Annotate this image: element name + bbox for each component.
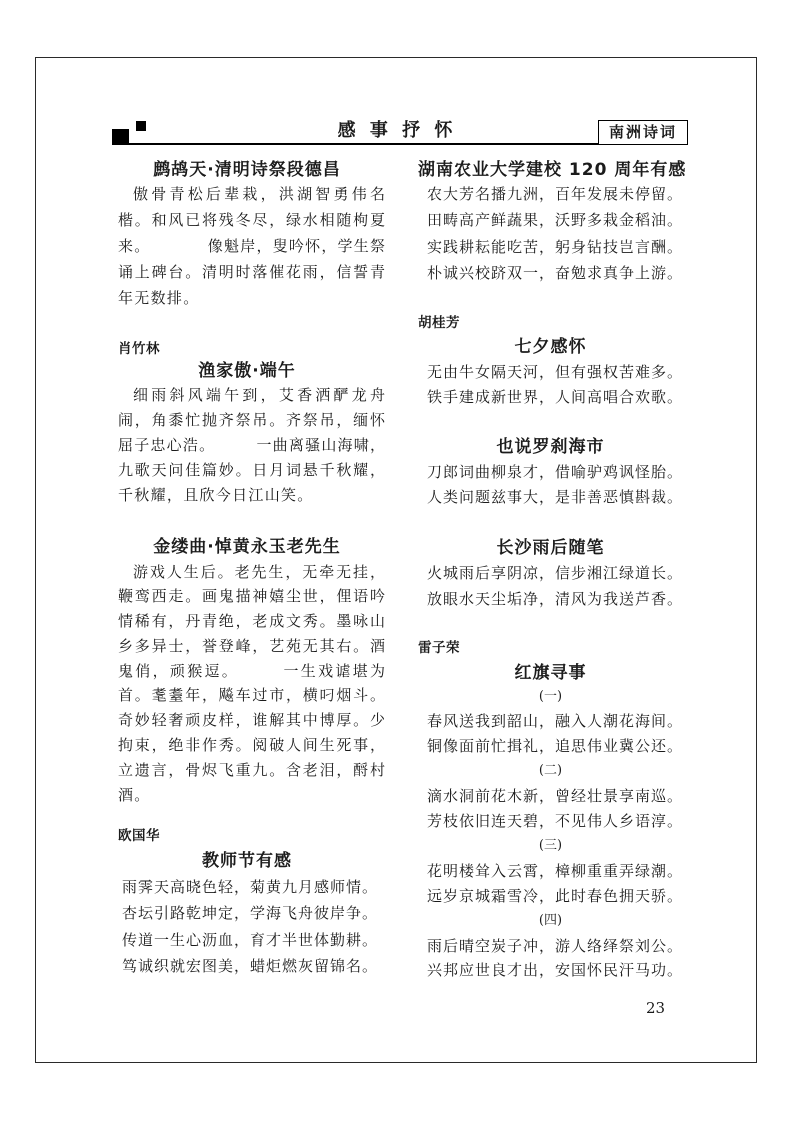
- poem-body: [118, 383, 385, 508]
- poem-line: 鞭鸾西走。画鬼描神嬉尘世，俚语吟: [118, 587, 385, 606]
- poem-author: 肖竹林: [118, 341, 160, 357]
- poem-line: 酒。: [118, 785, 151, 804]
- poem-line: 田畴高产鲜蔬果，沃野多栽金稻油。: [427, 211, 684, 230]
- poem-line: 情稀有，丹青绝，老成文秀。墨咏山: [118, 612, 385, 631]
- poem-line: 乡多异士，誉登峰，艺苑无其右。酒: [118, 636, 385, 655]
- poem-line: 鬼俏，顽猴逗。 一生戏谑堪为: [118, 661, 385, 680]
- poem-line: 无由牛女隔天河，但有强权苦难多。: [427, 362, 684, 381]
- poem-body: [418, 460, 683, 510]
- poem-title: 渔家傲·端午: [198, 361, 296, 381]
- poem-body: [118, 181, 385, 311]
- poem-part-label: (四): [538, 912, 563, 928]
- poem-line: 来。 像魁岸，叟吟怀，学生祭: [118, 237, 385, 255]
- poem-line: 游戏人生后。老先生，无牵无挂，: [133, 562, 385, 581]
- poem-body: [122, 874, 385, 979]
- poem-line: 千秋耀，且欣今日江山笑。: [118, 485, 314, 504]
- poem-line: 杏坛引路乾坤定，学海飞舟彼岸争。: [122, 904, 379, 923]
- page-number: 23: [646, 999, 666, 1017]
- poem-line: 芳枝依旧连天碧，不见伟人乡语淳。: [427, 812, 684, 831]
- poem-line: 远岁京城霜雪冷，此时春色拥天骄。: [427, 886, 684, 905]
- poem-title: 七夕感怀: [514, 337, 587, 357]
- poem-line: 年无数排。: [118, 289, 200, 307]
- poem-body: [418, 360, 683, 410]
- poem-line: 楷。和风已将残冬尽，绿水相随枸夏: [118, 211, 385, 229]
- poem-title: 金缕曲·悼黄永玉老先生: [153, 537, 341, 557]
- header-square-large: [112, 129, 129, 144]
- poem-line: 农大芳名播九洲，百年发展未停留。: [427, 185, 684, 203]
- header-square-small: [136, 121, 146, 131]
- poem-line: 笃诚织就宏图美，蜡炬燃灰留锦名。: [122, 956, 379, 975]
- poem-line: 细雨斜风端午到，艾香洒酽龙舟: [133, 385, 385, 404]
- poem-title: 教师节有感: [202, 851, 292, 871]
- poem-body: [418, 685, 683, 984]
- poem-line: 春风送我到韶山，融入人潮花海间。: [427, 712, 684, 731]
- poem-line: 立遗言，骨烬飞重九。含老泪，酹村: [118, 760, 385, 779]
- poem-line: 铜像面前忙揖礼，追思伟业冀公还。: [427, 737, 684, 756]
- poem-line: 铁手建成新世界，人间高唱合欢歌。: [427, 387, 684, 406]
- poem-part-label: (一): [538, 688, 563, 704]
- poem-line: 诵上碑台。清明时落催花雨，信誓青: [118, 263, 385, 281]
- poem-title: 红旗寻事: [514, 663, 587, 683]
- poem-line: 花明楼耸入云霄，樟柳重重弄绿潮。: [427, 861, 684, 880]
- poem-line: 刀郎词曲柳泉才，借喻驴鸡讽怪胎。: [427, 462, 684, 481]
- poem-line: 雨后晴空炭子冲，游人络绎祭刘公。: [427, 936, 684, 955]
- journal-name-box: 南洲诗词: [598, 120, 688, 145]
- poem-part-label: (三): [538, 837, 563, 853]
- poem-title: 鹧鸪天·清明诗祭段德昌: [153, 160, 341, 180]
- poem-body: [118, 560, 385, 808]
- poem-line: 九歌天问佳篇妙。日月词悬千秋耀，: [118, 460, 385, 479]
- poem-line: 屈子忠心浩。 一曲离骚山海啸，: [118, 435, 385, 454]
- poem-line: 兴邦应世良才出，安国怀民汗马功。: [427, 961, 684, 980]
- poem-line: 火城雨后享阴凉，信步湘江绿道长。: [427, 564, 684, 582]
- poem-author: 欧国华: [118, 828, 160, 844]
- poem-title: 长沙雨后随笔: [496, 538, 605, 558]
- poem-line: 传道一生心沥血，育才半世体勤耕。: [122, 930, 379, 949]
- poem-title: 湖南农业大学建校 120 周年有感: [418, 160, 687, 180]
- poem-line: 人类问题兹事大，是非善恶慎斟裁。: [427, 487, 684, 506]
- poem-line: 奇妙轻奢顽皮样，谁解其中博厚。少: [118, 711, 385, 730]
- poem-author: 胡桂芳: [418, 315, 460, 331]
- poem-line: 雨霁天高晓色轻，菊黄九月感师情。: [122, 878, 379, 896]
- poem-line: 滴水洞前花木新，曾经壮景享南巡。: [427, 787, 684, 806]
- poem-line: 实践耕耘能吃苦，躬身钻技岂言酬。: [427, 237, 684, 256]
- poem-line: 拘束，绝非作秀。阅破人间生死事，: [118, 736, 385, 755]
- poem-line: 首。耄耋年，飚车过市，横叼烟斗。: [118, 686, 385, 705]
- poem-body: [418, 181, 683, 286]
- poem-line: 朴诚兴校跻双一，奋勉求真争上游。: [427, 263, 684, 282]
- poem-line: 放眼水天尘垢净，清风为我送芦香。: [427, 590, 684, 608]
- section-title: 感 事 抒 怀: [337, 120, 457, 141]
- poem-line: 傲骨青松后辈栽，洪湖智勇伟名: [133, 185, 385, 203]
- poem-part-label: (二): [538, 763, 563, 779]
- poem-body: [418, 560, 683, 612]
- poem-author: 雷子荣: [418, 640, 460, 656]
- poem-line: 闹，角黍忙抛齐祭吊。齐祭吊，缅怀: [118, 410, 385, 429]
- poem-title: 也说罗刹海市: [496, 437, 605, 457]
